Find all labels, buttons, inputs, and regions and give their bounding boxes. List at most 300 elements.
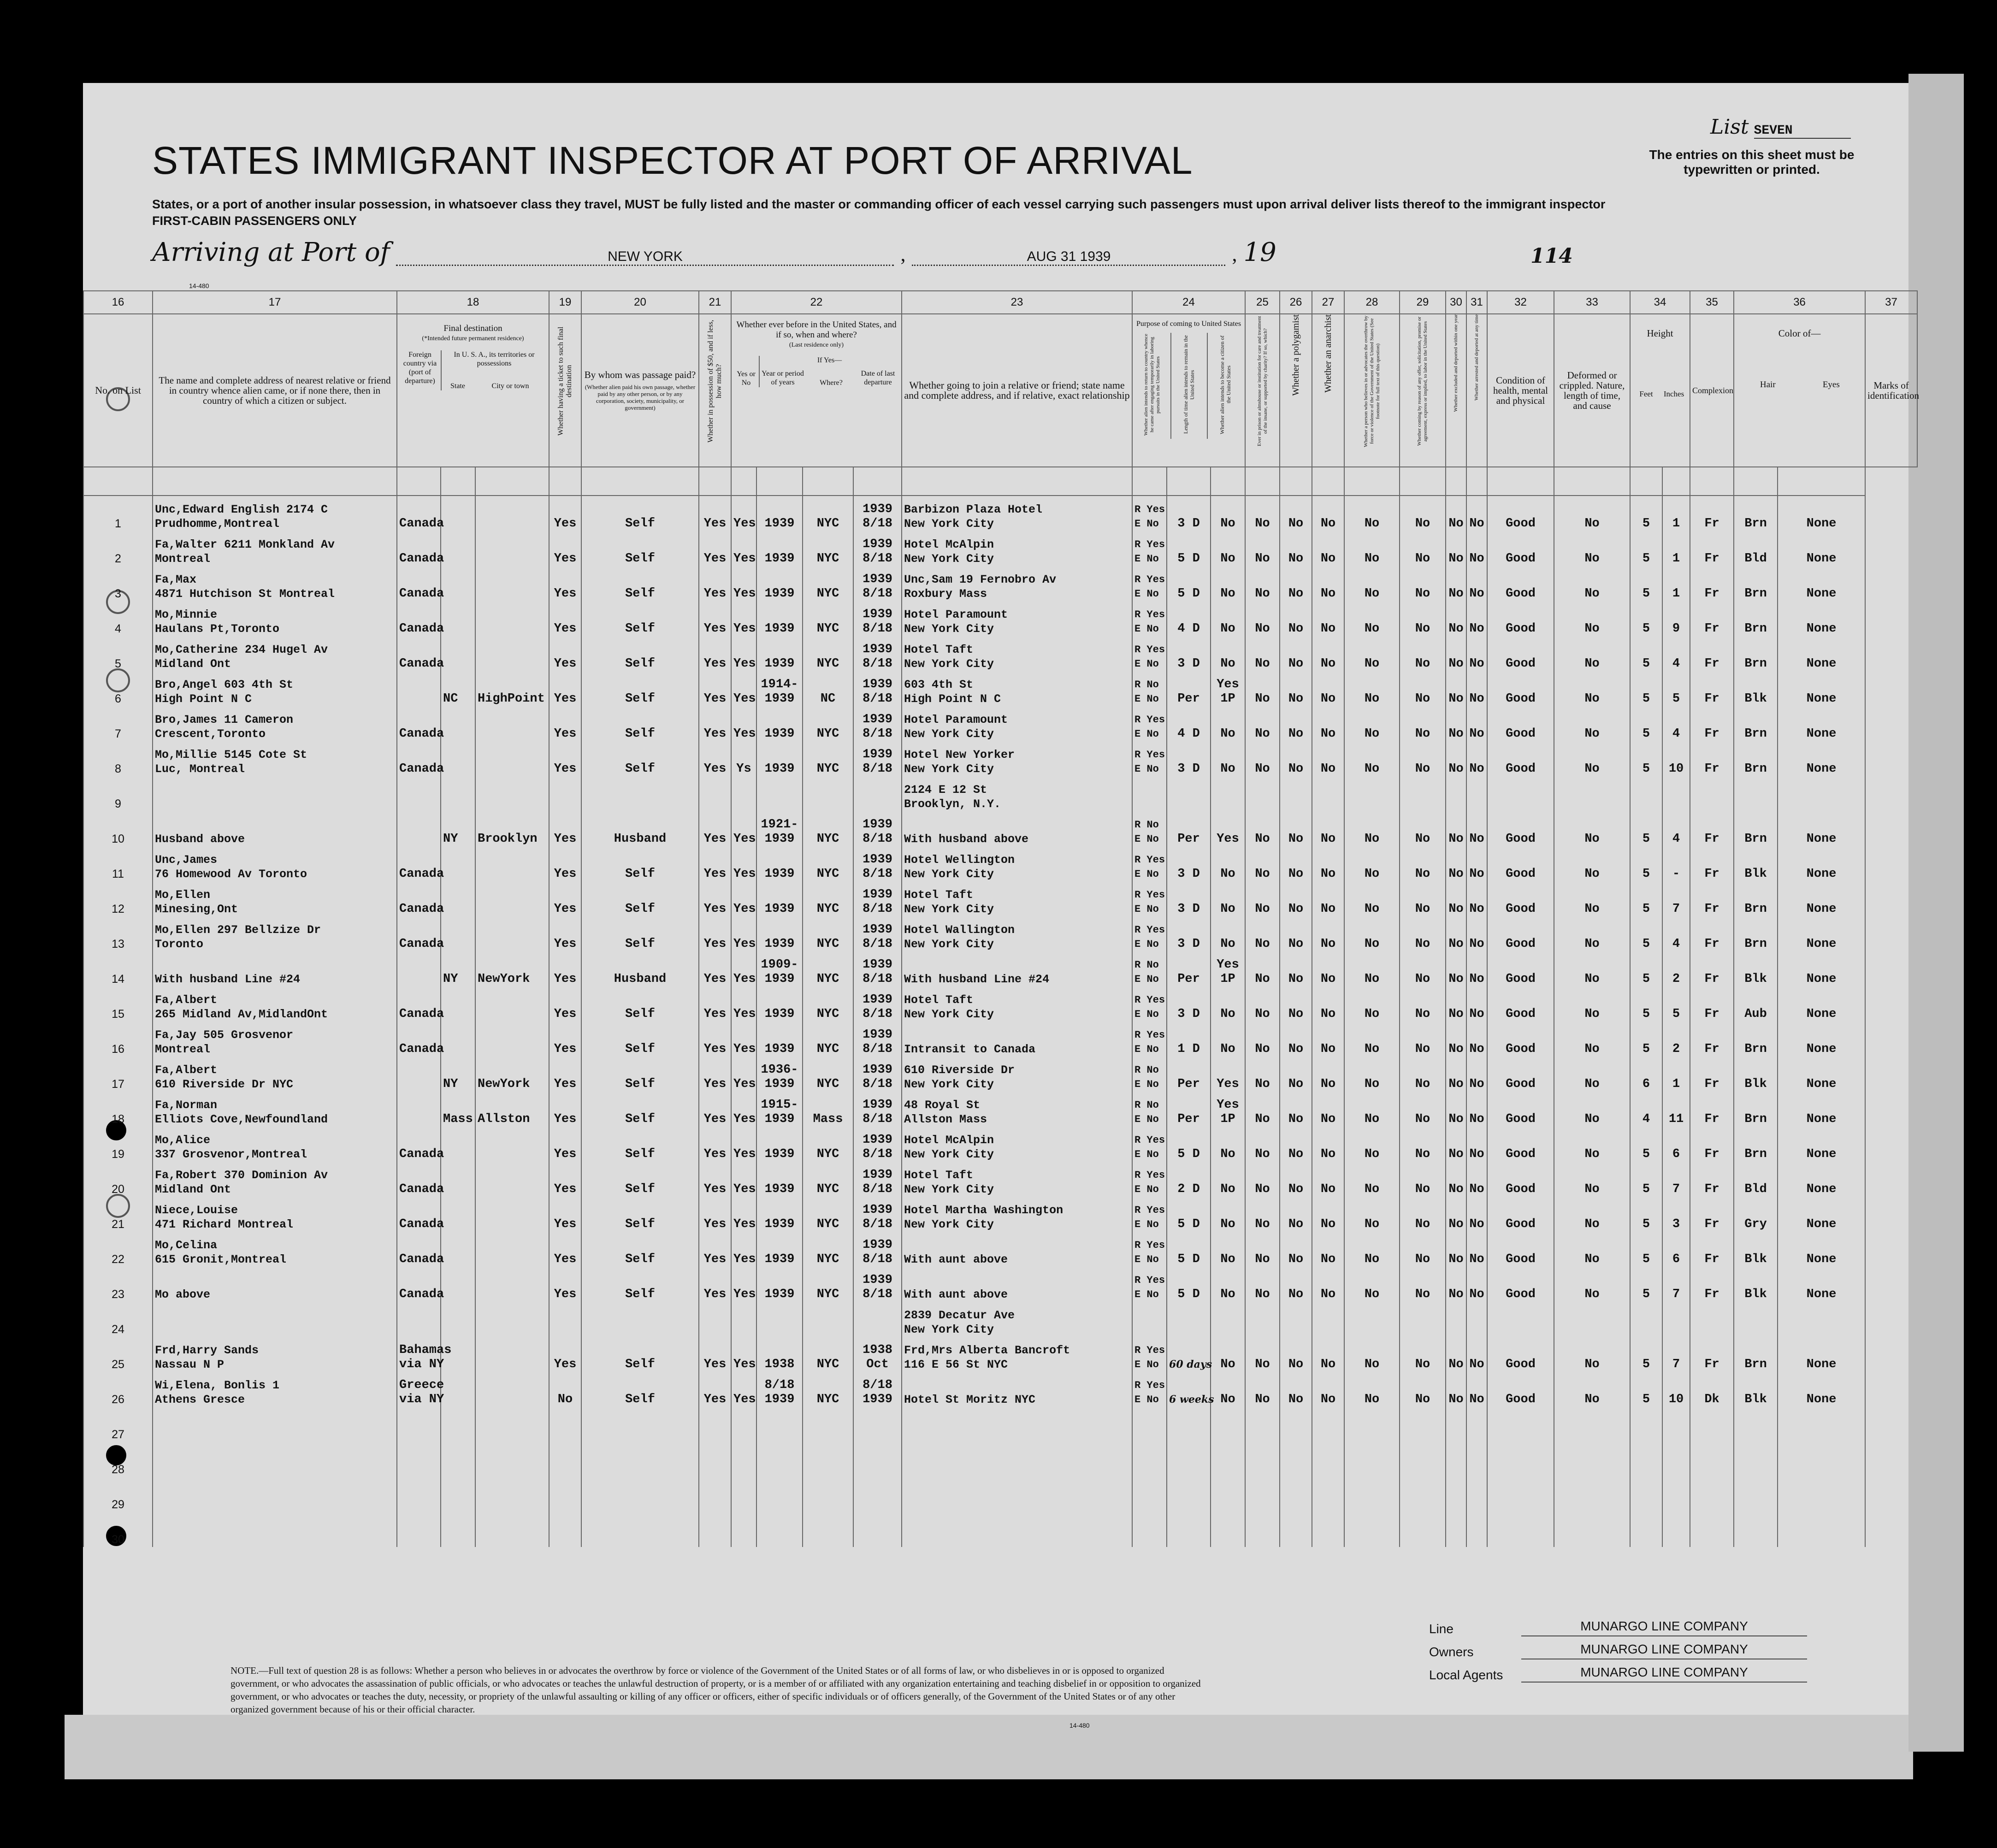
passage-paid: Self (581, 1057, 699, 1092)
joining-relative: Hotel Taft New York City (902, 986, 1132, 1021)
years-in-us: 1939 (756, 1232, 803, 1267)
last-departure: 1939 8/18 (853, 1092, 902, 1127)
purpose-length: 5 D (1167, 566, 1211, 601)
table-row (83, 1092, 1917, 1127)
hair-color (1734, 1407, 1778, 1442)
last-departure: 1939 8/18 (853, 706, 902, 741)
header-q28: Whether a person who believes in or advocates the overthrow by force or violence of the Government of the United States (See footnote for full text of this question) (1344, 314, 1400, 467)
agents-label: Local Agents (1429, 1668, 1503, 1682)
height-feet: 5 (1630, 1127, 1662, 1162)
purpose-return: R Yes E No (1132, 1337, 1167, 1372)
health (1487, 1302, 1554, 1337)
years-in-us: 1939 (756, 986, 803, 1021)
possession-50 (699, 1442, 731, 1477)
ticket: Yes (549, 986, 581, 1021)
where-in-us: NYC (803, 1021, 853, 1057)
list-value: SEVEN (1754, 124, 1851, 139)
purpose-length: 5 D (1167, 1267, 1211, 1302)
last-departure: 1939 8/18 (853, 671, 902, 706)
purpose-citizen: No (1211, 496, 1245, 531)
last-departure (853, 1302, 902, 1337)
height-inches: - (1662, 846, 1690, 881)
purpose-citizen: No (1211, 881, 1245, 916)
polygamist (1280, 1442, 1312, 1477)
row-number: 30 (83, 1512, 153, 1547)
header-yes-or-no: Yes or No (733, 356, 760, 387)
q28 (1344, 1302, 1400, 1337)
dest-state (441, 531, 475, 566)
complexion: Fr (1690, 916, 1734, 951)
dest-city (475, 566, 549, 601)
height-feet: 5 (1630, 1372, 1662, 1407)
joining-relative: 2839 Decatur Ave New York City (902, 1302, 1132, 1337)
where-in-us (803, 1512, 853, 1547)
where-in-us (803, 776, 853, 811)
q31 (1466, 1407, 1487, 1442)
where-in-us: NYC (803, 1337, 853, 1372)
purpose-return: R Yes E No (1132, 1232, 1167, 1267)
purpose-return: R Yes E No (1132, 881, 1167, 916)
joining-relative: 2124 E 12 St Brooklyn, N.Y. (902, 776, 1132, 811)
years-in-us: 1939 (756, 1127, 803, 1162)
q29: No (1400, 1267, 1446, 1302)
prison: No (1245, 496, 1280, 531)
ticket: Yes (549, 496, 581, 531)
height-feet: 5 (1630, 1162, 1662, 1197)
deformed: No (1554, 986, 1630, 1021)
years-in-us: 1939 (756, 916, 803, 951)
last-departure: 1939 8/18 (853, 741, 902, 776)
q31: No (1466, 1021, 1487, 1057)
possession-50 (699, 1512, 731, 1547)
passage-paid (581, 776, 699, 811)
passage-paid: Self (581, 671, 699, 706)
years-in-us: 1939 (756, 566, 803, 601)
purpose-return: R Yes E No (1132, 601, 1167, 636)
complexion: Fr (1690, 1021, 1734, 1057)
health (1487, 1442, 1554, 1477)
row-number: 4 (83, 601, 153, 636)
hair-color: Blk (1734, 671, 1778, 706)
q31: No (1466, 1232, 1487, 1267)
marks: None (1778, 706, 1865, 741)
purpose-length: Per (1167, 811, 1211, 846)
dest-state (441, 1267, 475, 1302)
where-in-us: NYC (803, 1232, 853, 1267)
deformed: No (1554, 601, 1630, 636)
row-number: 9 (83, 776, 153, 811)
deformed: No (1554, 706, 1630, 741)
purpose-length (1167, 776, 1211, 811)
dest-city (475, 1477, 549, 1512)
purpose-length (1167, 1302, 1211, 1337)
anarchist: No (1312, 531, 1344, 566)
ever-before: Yes (731, 1021, 756, 1057)
purpose-citizen: No (1211, 741, 1245, 776)
relative-abroad: Mo,Alice 337 Grosvenor,Montreal (153, 1127, 397, 1162)
dest-city (475, 1442, 549, 1477)
anarchist: No (1312, 1021, 1344, 1057)
relative-abroad: Niece,Louise 471 Richard Montreal (153, 1197, 397, 1232)
table-row (83, 601, 1917, 636)
q30: No (1446, 951, 1466, 986)
purpose-return: R No E No (1132, 811, 1167, 846)
purpose-length: 3 D (1167, 986, 1211, 1021)
dest-city (475, 531, 549, 566)
colnum: 17 (153, 291, 397, 314)
q29: No (1400, 1372, 1446, 1407)
dest-city: Brooklyn (475, 811, 549, 846)
passage-paid: Self (581, 741, 699, 776)
prison: No (1245, 566, 1280, 601)
marks: None (1778, 916, 1865, 951)
purpose-citizen (1211, 1477, 1245, 1512)
where-in-us (803, 1477, 853, 1512)
purpose-length: 3 D (1167, 846, 1211, 881)
foreign-country: Canada (397, 1267, 441, 1302)
where-in-us: NYC (803, 951, 853, 986)
anarchist: No (1312, 1197, 1344, 1232)
row-number: 17 (83, 1057, 153, 1092)
health (1487, 776, 1554, 811)
complexion: Fr (1690, 1197, 1734, 1232)
joining-relative: Barbizon Plaza Hotel New York City (902, 496, 1132, 531)
polygamist: No (1280, 1372, 1312, 1407)
q29: No (1400, 531, 1446, 566)
polygamist (1280, 1302, 1312, 1337)
q29: No (1400, 636, 1446, 671)
complexion: Fr (1690, 881, 1734, 916)
ticket: No (549, 1372, 581, 1407)
colnum: 32 (1487, 291, 1554, 314)
table-row (83, 811, 1917, 846)
purpose-title: Purpose of coming to United States (1136, 320, 1241, 328)
purpose-length: 6 weeks (1167, 1372, 1211, 1407)
last-departure: 1939 8/18 (853, 566, 902, 601)
q29: No (1400, 1127, 1446, 1162)
q29: No (1400, 951, 1446, 986)
purpose-citizen (1211, 776, 1245, 811)
deformed (1554, 776, 1630, 811)
last-departure: 1939 8/18 (853, 1162, 902, 1197)
joining-relative: Hotel Wellington New York City (902, 846, 1132, 881)
polygamist (1280, 1407, 1312, 1442)
deformed: No (1554, 1127, 1630, 1162)
health (1487, 1477, 1554, 1512)
hair-color: Brn (1734, 881, 1778, 916)
table-row (83, 1127, 1917, 1162)
prison: No (1245, 1092, 1280, 1127)
form-title: STATES IMMIGRANT INSPECTOR AT PORT OF ARRIVAL (152, 139, 1193, 182)
prison: No (1245, 1021, 1280, 1057)
purpose-length: 3 D (1167, 496, 1211, 531)
height-inches: 7 (1662, 1162, 1690, 1197)
dest-city: HighPoint (475, 671, 549, 706)
purpose-length: Per (1167, 1057, 1211, 1092)
purpose-length: 2 D (1167, 1162, 1211, 1197)
deformed: No (1554, 1267, 1630, 1302)
deformed: No (1554, 846, 1630, 881)
polygamist: No (1280, 741, 1312, 776)
years-in-us (756, 1302, 803, 1337)
height-inches: 1 (1662, 496, 1690, 531)
years-in-us: 1939 (756, 1162, 803, 1197)
joining-relative: Intransit to Canada (902, 1021, 1132, 1057)
q29: No (1400, 986, 1446, 1021)
colnum: 21 (699, 291, 731, 314)
prison: No (1245, 636, 1280, 671)
joining-relative (902, 1407, 1132, 1442)
joining-relative (902, 1512, 1132, 1547)
hair-color: Brn (1734, 1021, 1778, 1057)
purpose-citizen: No (1211, 706, 1245, 741)
where-in-us: NYC (803, 566, 853, 601)
purpose-return: R Yes E No (1132, 1162, 1167, 1197)
header-foreign-country: Foreign country via (port of departure) (399, 350, 442, 390)
health: Good (1487, 741, 1554, 776)
purpose-citizen: No (1211, 1197, 1245, 1232)
footer-form-number: 14-480 (1069, 1722, 1090, 1729)
health: Good (1487, 1162, 1554, 1197)
height-inches (1662, 1407, 1690, 1442)
where-in-us: NYC (803, 881, 853, 916)
manifest-table (83, 290, 1918, 1547)
q29: No (1400, 1021, 1446, 1057)
deformed: No (1554, 671, 1630, 706)
joining-relative: With husband above (902, 811, 1132, 846)
colnum: 20 (581, 291, 699, 314)
complexion: Fr (1690, 846, 1734, 881)
passage-paid: Husband (581, 951, 699, 986)
header-deformed: Deformed or crippled. Nature, length of time, and cause (1554, 314, 1630, 467)
header-purpose-c: Whether alien intends to become a citizen of the United States (1219, 335, 1232, 434)
height-feet (1630, 1407, 1662, 1442)
dest-city (475, 1197, 549, 1232)
foreign-country: Canada (397, 986, 441, 1021)
height-inches: 4 (1662, 636, 1690, 671)
purpose-citizen: No (1211, 916, 1245, 951)
purpose-length (1167, 1442, 1211, 1477)
q31: No (1466, 741, 1487, 776)
joining-relative: Hotel Paramount New York City (902, 601, 1132, 636)
complexion: Fr (1690, 706, 1734, 741)
table-row (83, 1162, 1917, 1197)
purpose-return: R Yes E No (1132, 1372, 1167, 1407)
prison: No (1245, 741, 1280, 776)
ticket (549, 1442, 581, 1477)
years-in-us: 8/18 1939 (756, 1372, 803, 1407)
height-inches: 1 (1662, 566, 1690, 601)
ever-before: Yes (731, 1057, 756, 1092)
passage-paid-note: (Whether alien paid his own passage, whether paid by any other person, or by any corporation, society, municipality, or government) (585, 384, 696, 411)
q28: No (1344, 1267, 1400, 1302)
joining-relative (902, 1442, 1132, 1477)
ever-before (731, 1477, 756, 1512)
q28 (1344, 1477, 1400, 1512)
polygamist: No (1280, 671, 1312, 706)
dest-state (441, 566, 475, 601)
dest-state (441, 1372, 475, 1407)
anarchist (1312, 1477, 1344, 1512)
dest-state: Mass (441, 1092, 475, 1127)
deformed: No (1554, 566, 1630, 601)
q30: No (1446, 1127, 1466, 1162)
deformed (1554, 1442, 1630, 1477)
marks: None (1778, 1267, 1865, 1302)
where-in-us: NYC (803, 1267, 853, 1302)
header-city: City or town (491, 382, 529, 390)
polygamist: No (1280, 706, 1312, 741)
table-row (83, 1407, 1917, 1442)
hair-color (1734, 1512, 1778, 1547)
polygamist: No (1280, 1127, 1312, 1162)
height-feet: 5 (1630, 1197, 1662, 1232)
table-row (83, 881, 1917, 916)
joining-relative: 48 Royal St Allston Mass (902, 1092, 1132, 1127)
ever-before (731, 1512, 756, 1547)
dest-city (475, 1512, 549, 1547)
years-in-us: 1939 (756, 706, 803, 741)
where-in-us (803, 1442, 853, 1477)
joining-relative: With aunt above (902, 1232, 1132, 1267)
foreign-country (397, 1302, 441, 1337)
prison: No (1245, 706, 1280, 741)
foreign-country: Canada (397, 636, 441, 671)
marks (1778, 1442, 1865, 1477)
relative-abroad: Mo,Celina 615 Gronit,Montreal (153, 1232, 397, 1267)
foreign-country (397, 1477, 441, 1512)
height-feet: 5 (1630, 1337, 1662, 1372)
q30: No (1446, 881, 1466, 916)
row-number: 13 (83, 916, 153, 951)
purpose-length (1167, 1512, 1211, 1547)
ticket: Yes (549, 1127, 581, 1162)
row-number: 1 (83, 496, 153, 531)
purpose-citizen: No (1211, 1372, 1245, 1407)
relative-abroad (153, 1512, 397, 1547)
purpose-return (1132, 776, 1167, 811)
complexion: Fr (1690, 811, 1734, 846)
purpose-length (1167, 1407, 1211, 1442)
where-in-us: NYC (803, 986, 853, 1021)
owners-value: MUNARGO LINE COMPANY (1521, 1642, 1807, 1659)
prison: No (1245, 1057, 1280, 1092)
hair-color: Bld (1734, 1162, 1778, 1197)
anarchist: No (1312, 1162, 1344, 1197)
dest-state: NY (441, 1057, 475, 1092)
where-in-us: NYC (803, 846, 853, 881)
health: Good (1487, 531, 1554, 566)
dest-city (475, 1232, 549, 1267)
q31: No (1466, 1267, 1487, 1302)
purpose-citizen: No (1211, 986, 1245, 1021)
relative-abroad: Mo,Minnie Haulans Pt,Toronto (153, 601, 397, 636)
hair-color: Brn (1734, 916, 1778, 951)
complexion (1690, 1302, 1734, 1337)
q29: No (1400, 1337, 1446, 1372)
hair-color: Gry (1734, 1197, 1778, 1232)
height-feet (1630, 1442, 1662, 1477)
health: Good (1487, 1232, 1554, 1267)
anarchist: No (1312, 1337, 1344, 1372)
deformed (1554, 1512, 1630, 1547)
polygamist: No (1280, 636, 1312, 671)
line-value: MUNARGO LINE COMPANY (1521, 1619, 1807, 1636)
years-in-us: 1939 (756, 846, 803, 881)
table-row (83, 741, 1917, 776)
marks: None (1778, 811, 1865, 846)
table-row (83, 1442, 1917, 1477)
ticket: Yes (549, 741, 581, 776)
possession-50: Yes (699, 846, 731, 881)
header-no-on-list: No. on List (83, 314, 153, 467)
q31: No (1466, 881, 1487, 916)
dest-city (475, 1267, 549, 1302)
polygamist: No (1280, 1337, 1312, 1372)
anarchist (1312, 1302, 1344, 1337)
where-in-us: NYC (803, 496, 853, 531)
where-in-us: NYC (803, 531, 853, 566)
hair-color: Blk (1734, 1372, 1778, 1407)
foreign-country: Canada (397, 881, 441, 916)
hair-color: Aub (1734, 986, 1778, 1021)
polygamist: No (1280, 846, 1312, 881)
row-number: 29 (83, 1477, 153, 1512)
joining-relative: Unc,Sam 19 Fernobro Av Roxbury Mass (902, 566, 1132, 601)
q28: No (1344, 496, 1400, 531)
marks: None (1778, 1057, 1865, 1092)
q31: No (1466, 1162, 1487, 1197)
colnum: 23 (902, 291, 1132, 314)
arrival-date: AUG 31 1939 (912, 249, 1225, 266)
deformed: No (1554, 916, 1630, 951)
years-in-us: 1939 (756, 741, 803, 776)
last-departure: 1939 8/18 (853, 1232, 902, 1267)
ever-before: Yes (731, 636, 756, 671)
ever-before-title: Whether ever before in the United States, and if so, when and where? (736, 320, 897, 340)
marks: None (1778, 496, 1865, 531)
joining-relative (902, 1477, 1132, 1512)
height-inches (1662, 1302, 1690, 1337)
height-feet: 5 (1630, 566, 1662, 601)
years-in-us (756, 1477, 803, 1512)
passenger-rows (83, 496, 1917, 1547)
where-in-us: Mass (803, 1092, 853, 1127)
row-number: 27 (83, 1407, 153, 1442)
dest-state (441, 776, 475, 811)
colnum: 22 (731, 291, 902, 314)
header-where: Where? (820, 379, 843, 387)
q28: No (1344, 531, 1400, 566)
last-departure: 1939 8/18 (853, 1267, 902, 1302)
possession-50: Yes (699, 566, 731, 601)
joining-relative: Hotel Wallington New York City (902, 916, 1132, 951)
q31: No (1466, 846, 1487, 881)
foreign-country (397, 811, 441, 846)
years-in-us: 1921- 1939 (756, 811, 803, 846)
ever-before: Yes (731, 1337, 756, 1372)
health: Good (1487, 1092, 1554, 1127)
ever-before: Yes (731, 1267, 756, 1302)
ticket: Yes (549, 811, 581, 846)
passage-paid: Self (581, 1372, 699, 1407)
height-feet: 5 (1630, 1267, 1662, 1302)
ever-before: Yes (731, 881, 756, 916)
anarchist: No (1312, 846, 1344, 881)
q29: No (1400, 566, 1446, 601)
complexion: Fr (1690, 1162, 1734, 1197)
purpose-return: R Yes E No (1132, 846, 1167, 881)
